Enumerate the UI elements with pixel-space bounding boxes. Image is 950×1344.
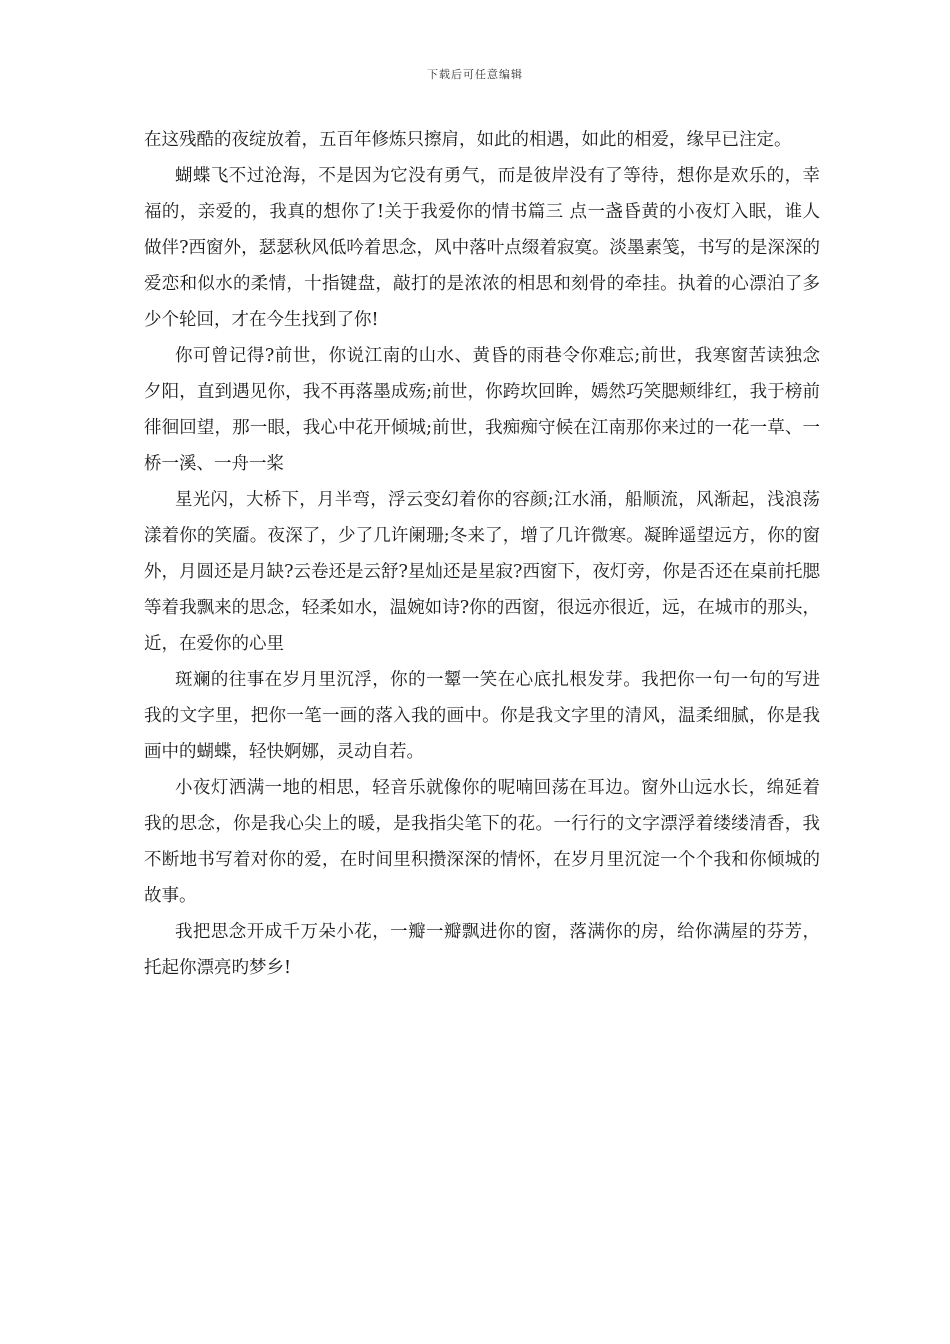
body-text (144, 122, 820, 986)
paragraph: 我把思念开成千万朵小花，一瓣一瓣飘进你的窗，落满你的房，给你满屋的芬芳，托起你漂亮旳梦乡! (144, 922, 820, 978)
paragraph: 在这残酷的夜绽放着，五百年修炼只擦肩，如此的相遇，如此的相爱，缘早已注定。 (144, 130, 792, 150)
paragraph: 蝴蝶飞不过沧海，不是因为它没有勇气，而是彼岸没有了等待，想你是欢乐的，幸福的，亲爱的，我真的想你了!关于我爱你的情书篇三 点一盏昏黄的小夜灯入眠，谁人做伴?西窗外，瑟瑟秋风低吟着思念，风中落叶点缀着寂寞。淡墨素笺，书写的是深深的爱恋和似水的柔情，十指键盘，敲打的是浓浓的相思和刻骨的牵挂。执着的心漂泊了多少个轮回，才在今生找到了你! (144, 166, 820, 330)
paragraph: 星光闪，大桥下，月半弯，浮云变幻着你的容颜;江水涌，船顺流，风渐起，浅浪荡漾着你的笑靥。夜深了，少了几许阑珊;冬来了，增了几许微寒。凝眸遥望远方，你的窗外，月圆还是月缺?云卷还是云舒?星灿还是星寂?西窗下，夜灯旁，你是否还在桌前托腮等着我飘来的思念，轻柔如水，温婉如诗?你的西窗，很远亦很近，远，在城市的那头，近，在爱你的心里 (144, 490, 820, 654)
paragraph: 斑斓的往事在岁月里沉浮，你的一颦一笑在心底扎根发芽。我把你一句一句的写进我的文字里，把你一笔一画的落入我的画中。你是我文字里的清风，温柔细腻，你是我画中的蝴蝶，轻快婀娜，灵动自若。 (144, 670, 820, 762)
paragraph: 你可曾记得?前世，你说江南的山水、黄昏的雨巷令你难忘;前世，我寒窗苦读独念夕阳，直到遇见你，我不再落墨成殇;前世，你跨坎回眸，嫣然巧笑腮颊绯红，我于榜前徘徊回望，那一眼，我心中花开倾城;前世，我痴痴守候在江南那你来过的一花一草、一桥一溪、一舟一桨 (144, 346, 820, 474)
paragraph: 小夜灯洒满一地的相思，轻音乐就像你的呢喃回荡在耳边。窗外山远水长，绵延着我的思念，你是我心尖上的暖，是我指尖笔下的花。一行行的文字漂浮着缕缕清香，我不断地书写着对你的爱，在时间里积攒深深的情怀，在岁月里沉淀一个个我和你倾城的故事。 (144, 778, 820, 906)
page-header: 下载后可任意编辑 (427, 68, 523, 81)
